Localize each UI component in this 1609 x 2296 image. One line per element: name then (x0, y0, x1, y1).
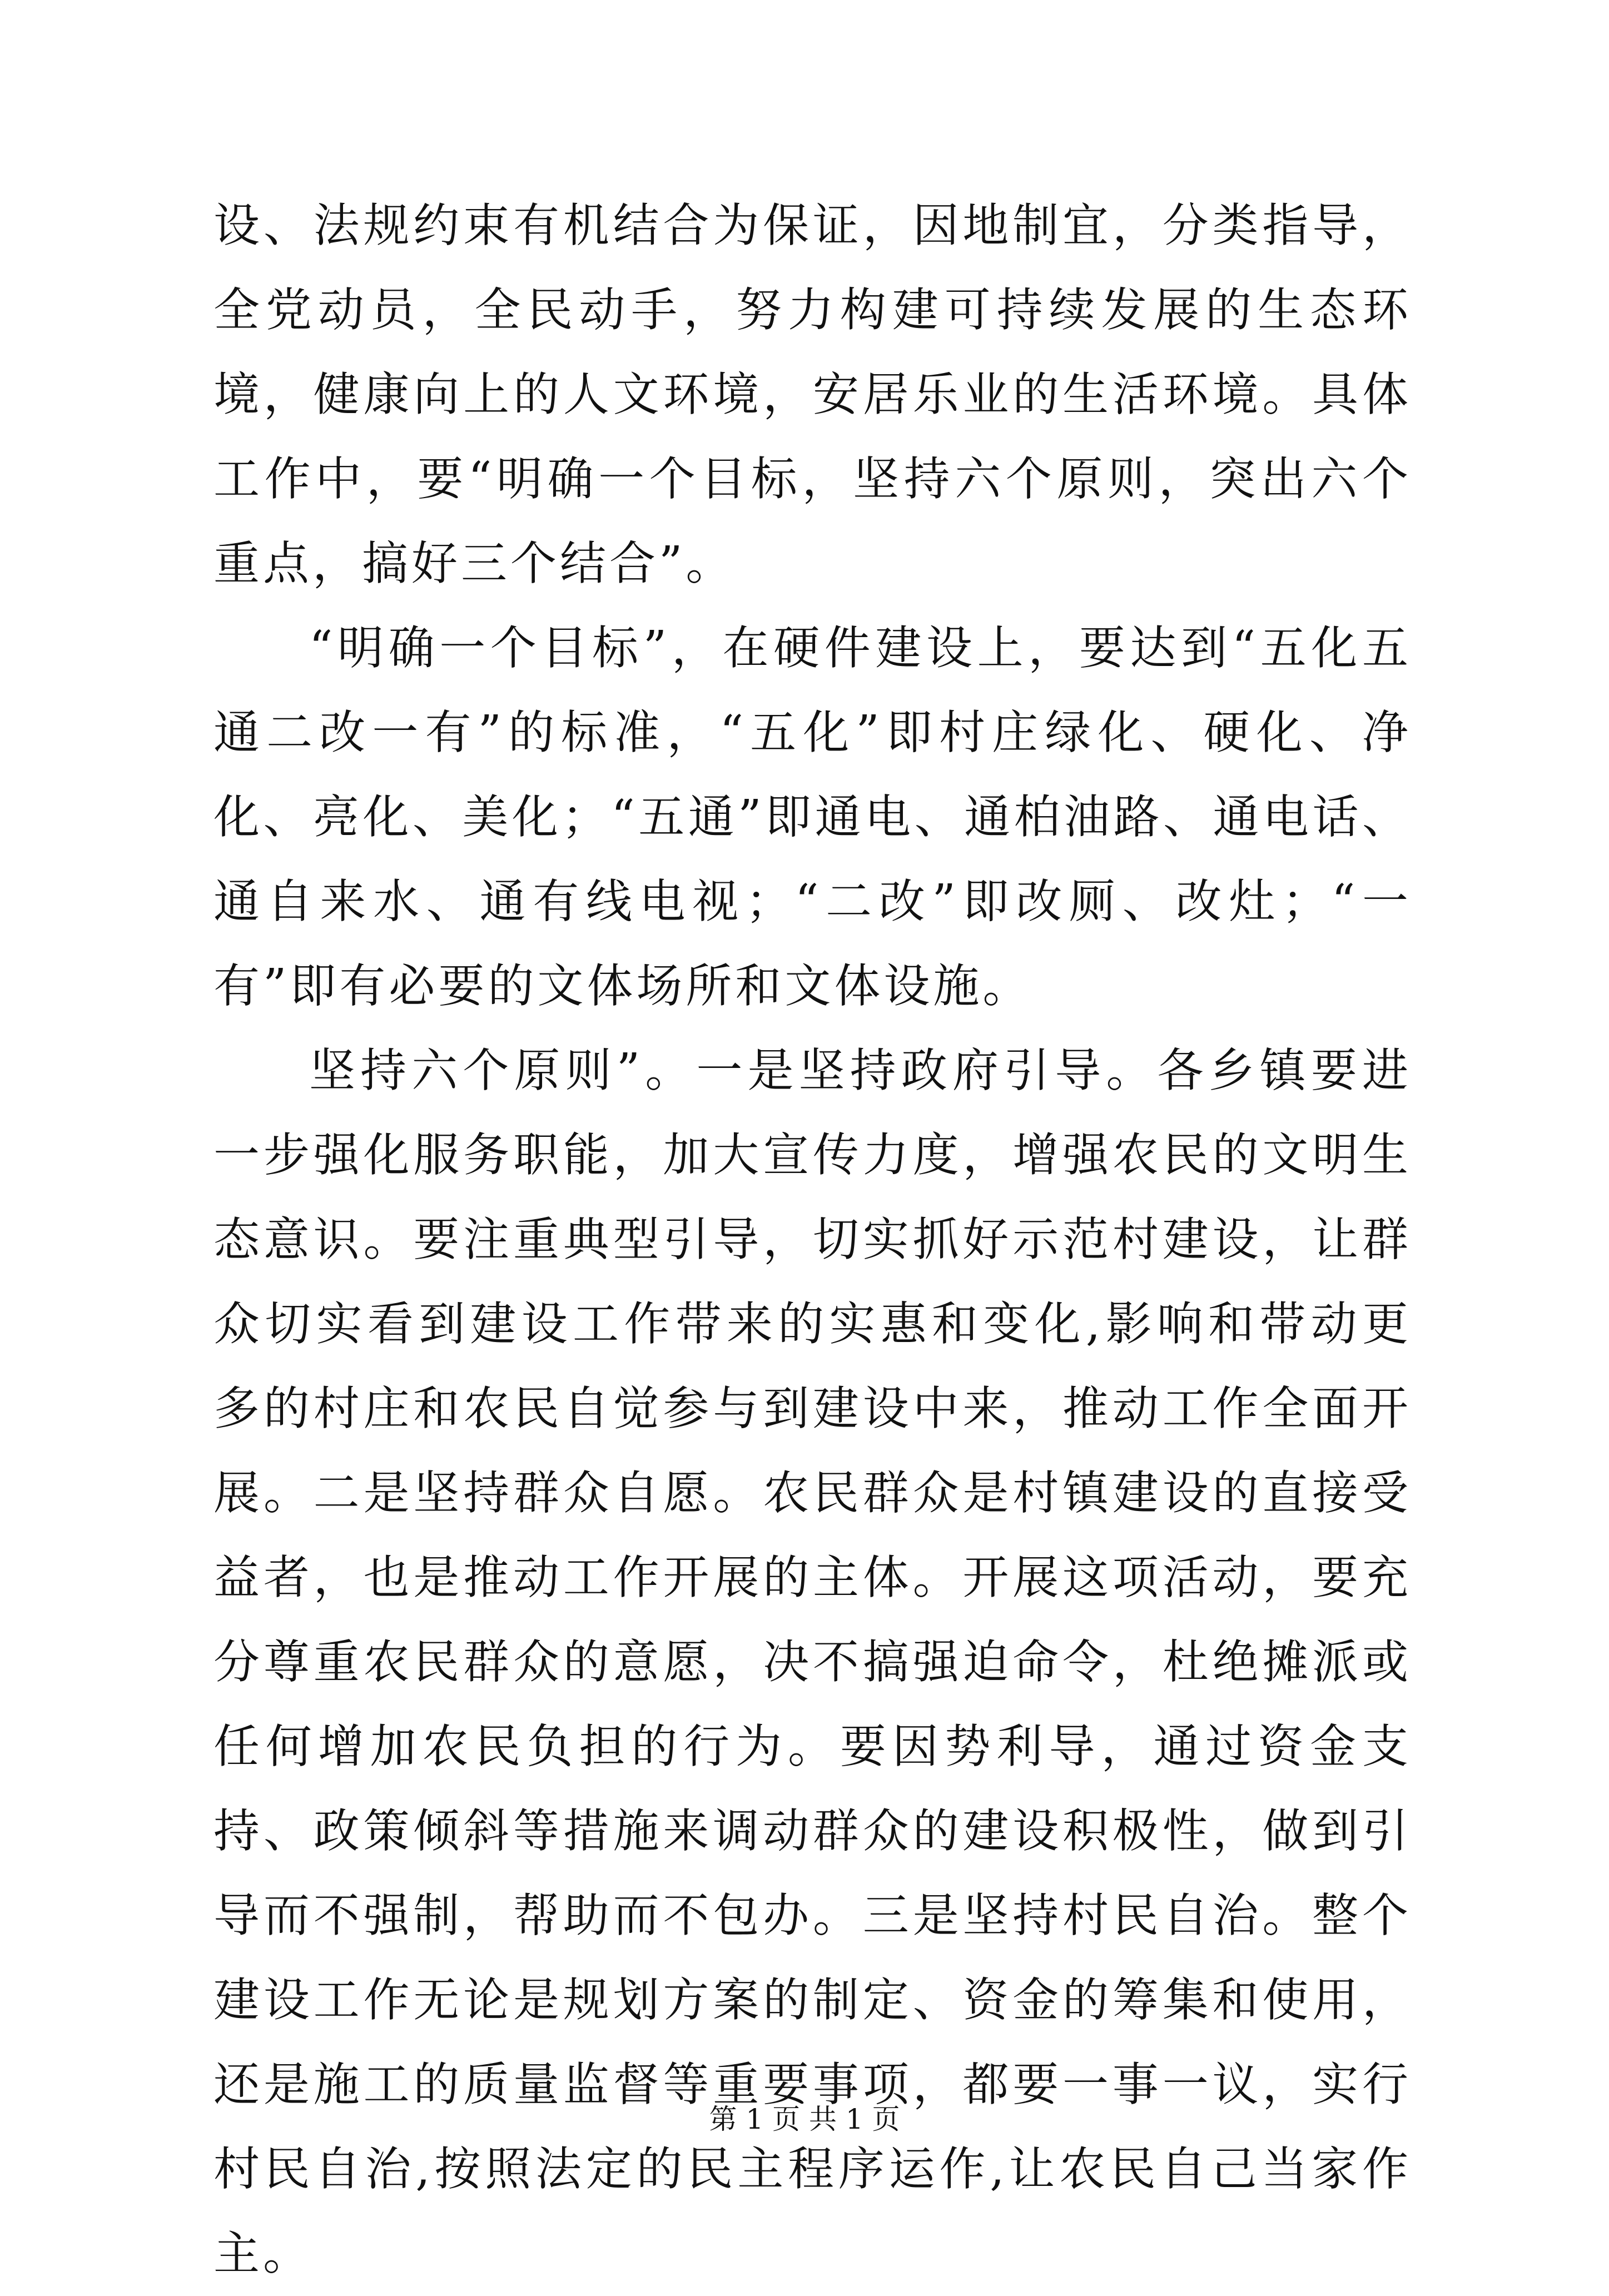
paragraph-3: 坚持六个原则”。一是坚持政府引导。各乡镇要进一步强化服务职能，加大宣传力度，增强农民的文明生态意识。要注重典型引导，切实抓好示范村建设，让群众切实看到建设工作带来的实惠和变化,影响和带动更多的村庄和农民自觉参与到建设中来，推动工作全面开展。二是坚持群众自愿。农民群众是村镇建设的直接受益者，也是推动工作开展的主体。开展这项活动，要充分尊重农民群众的意愿，决不搞强迫命令，杜绝摊派或任何增加农民负担的行为。要因势利导，通过资金支持、政策倾斜等措施来调动群众的建设积极性，做到引导而不强制，帮助而不包办。三是坚持村民自治。整个建设工作无论是规划方案的制定、资金的筹集和使用，还是施工的质量监督等重要事项，都要一事一议，实行村民自治,按照法定的民主程序运作,让农民自己当家作主。 (213, 1043, 1412, 2280)
document-body (213, 183, 1412, 2296)
paragraph-2: “明确一个目标”，在硬件建设上，要达到“五化五通二改一有”的标准，“五化”即村庄绿化、硬化、净化、亮化、美化；“五通”即通电、通柏油路、通电话、通自来水、通有线电视；“二改”即改厕、改灶；“一有”即有必要的文体场所和文体设施。 (213, 621, 1412, 1013)
paragraph-1: 设、法规约束有机结合为保证，因地制宜，分类指导，全党动员，全民动手，努力构建可持续发展的生态环境，健康向上的人文环境，安居乐业的生活环境。具体工作中，要“明确一个目标，坚持六个原则，突出六个重点，搞好三个结合”。 (213, 198, 1412, 590)
page-footer: 第 1 页 共 1 页 (709, 2103, 900, 2135)
